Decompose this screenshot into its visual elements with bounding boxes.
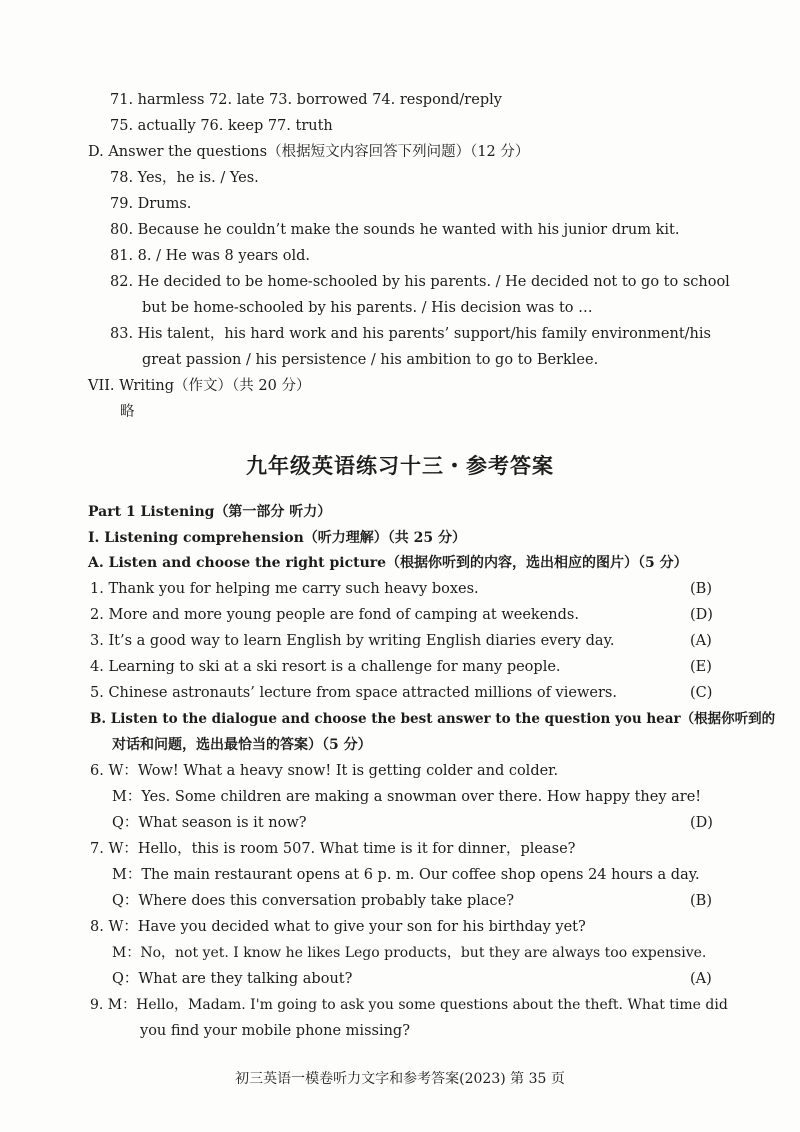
answer-82-line2: but be home-schooled by his parents. / His decision was to … <box>142 300 593 316</box>
question-5: 5. Chinese astronauts’ lecture from space attracted millions of viewers. <box>90 685 617 701</box>
answer-5: (C) <box>690 685 713 701</box>
dialogue-9-continued: you find your mobile phone missing? <box>140 1023 410 1039</box>
part1-heading: Part 1 Listening（第一部分 听力） <box>88 504 332 520</box>
answer-83-line1: 83. His talent，his hard work and his parents’ support/his family environment/his <box>110 326 711 342</box>
question-3: 3. It’s a good way to learn English by writing English diaries every day. <box>90 633 615 649</box>
answer-8: (A) <box>690 971 712 987</box>
answer-4: (E) <box>690 659 712 675</box>
answer-79: 79. Drums. <box>110 196 192 212</box>
answer-1: (B) <box>690 581 712 597</box>
answer-2: (D) <box>690 607 713 623</box>
dialogue-6-question: Q：What season is it now? <box>112 815 307 831</box>
section-vii-body: 略 <box>120 404 135 420</box>
section-d-heading: D. Answer the questions（根据短文内容回答下列问题）（12 分） <box>88 144 530 160</box>
answer-3: (A) <box>690 633 712 649</box>
answer-7: (B) <box>690 893 712 909</box>
dialogue-6-man: M：Yes. Some children are making a snowman over there. How happy they are! <box>112 789 702 805</box>
dialogue-9-man: 9. M：Hello，Madam. I'm going to ask you some questions about the theft. What time did <box>90 997 728 1013</box>
dialogue-7-man: M：The main restaurant opens at 6 p. m. Our coffee shop opens 24 hours a day. <box>112 867 700 883</box>
section-vii-heading: VII. Writing（作文）（共 20 分） <box>88 378 311 394</box>
dialogue-8-man: M：No，not yet. I know he likes Lego products，but they are always too expensive. <box>112 945 707 961</box>
section-b-heading-line2: 对话和问题，选出最恰当的答案）（5 分） <box>112 737 372 753</box>
section-b-heading-line1: B. Listen to the dialogue and choose the best answer to the question you hear（根据你听到的 <box>90 711 776 727</box>
dialogue-8-question: Q：What are they talking about? <box>112 971 353 987</box>
question-1: 1. Thank you for helping me carry such heavy boxes. <box>90 581 479 597</box>
answer-80: 80. Because he couldn’t make the sounds he wanted with his junior drum kit. <box>110 222 680 238</box>
page-footer: 初三英语一模卷听力文字和参考答案(2023) 第 35 页 <box>235 1071 565 1087</box>
dialogue-8-woman: 8. W：Have you decided what to give your son for his birthday yet? <box>90 919 586 935</box>
answer-6: (D) <box>690 815 713 831</box>
answer-83-line2: great passion / his persistence / his ambition to go to Berklee. <box>142 352 599 368</box>
answers-71-74: 71. harmless 72. late 73. borrowed 74. respond/reply <box>110 92 502 108</box>
dialogue-6-woman: 6. W：Wow! What a heavy snow! It is getting colder and colder. <box>90 763 559 779</box>
section-a-heading: A. Listen and choose the right picture（根据你听到的内容，选出相应的图片）（5 分） <box>88 555 688 571</box>
dialogue-7-question: Q：Where does this conversation probably take place? <box>112 893 515 909</box>
answer-81: 81. 8. / He was 8 years old. <box>110 248 311 264</box>
answer-82-line1: 82. He decided to be home-schooled by his parents. / He decided not to go to school <box>110 274 730 290</box>
question-2: 2. More and more young people are fond of camping at weekends. <box>90 607 579 623</box>
answer-78: 78. Yes，he is. / Yes. <box>110 170 259 186</box>
section-i-heading: I. Listening comprehension（听力理解）（共 25 分） <box>88 530 467 546</box>
page-title: 九年级英语练习十三・参考答案 <box>246 454 554 478</box>
answers-75-77: 75. actually 76. keep 77. truth <box>110 118 333 134</box>
dialogue-7-woman: 7. W：Hello，this is room 507. What time is it for dinner，please? <box>90 841 576 857</box>
question-4: 4. Learning to ski at a ski resort is a challenge for many people. <box>90 659 561 675</box>
